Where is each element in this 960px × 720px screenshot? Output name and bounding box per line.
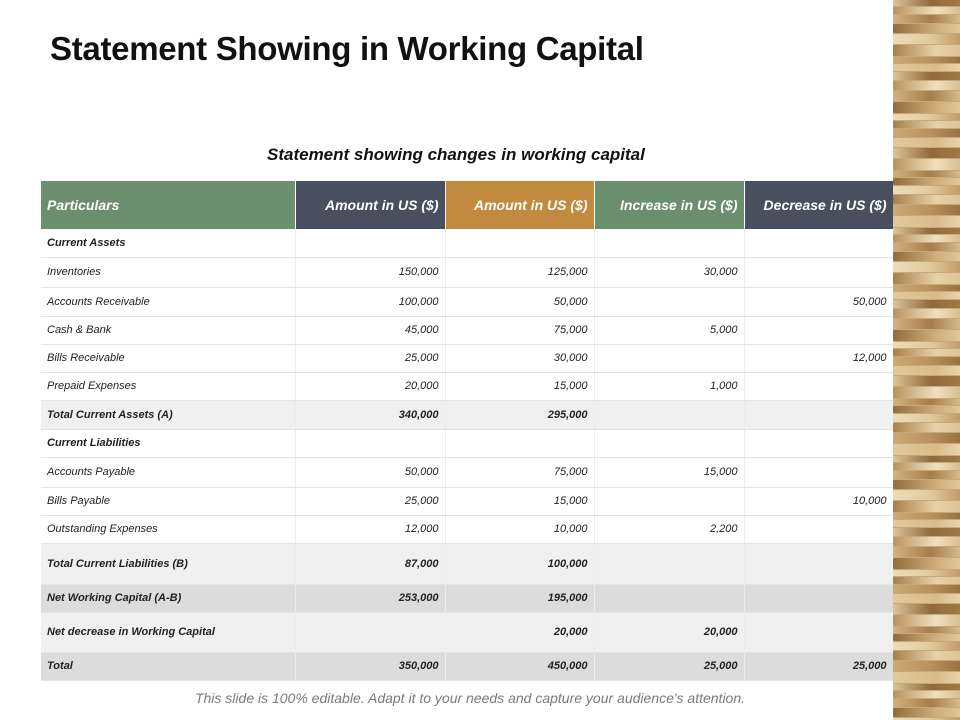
table-cell: 30,000 bbox=[445, 344, 594, 372]
table-cell: Inventories bbox=[41, 257, 295, 287]
table-cell: 50,000 bbox=[744, 287, 893, 316]
table-cell: 30,000 bbox=[594, 257, 744, 287]
table-row bbox=[41, 344, 893, 372]
table-cell bbox=[594, 229, 744, 257]
table-cell: 340,000 bbox=[295, 400, 445, 429]
table-cell bbox=[295, 612, 445, 652]
coin-edge bbox=[893, 205, 960, 215]
coin-edge bbox=[893, 708, 960, 717]
coin-edge bbox=[893, 406, 960, 413]
coin-edge bbox=[893, 661, 960, 671]
coin-edge bbox=[893, 121, 960, 128]
coin-edge bbox=[893, 490, 960, 500]
table-cell: 12,000 bbox=[295, 515, 445, 543]
coin-edge bbox=[893, 463, 960, 470]
table-cell: Bills Receivable bbox=[41, 344, 295, 372]
table-cell: 350,000 bbox=[295, 652, 445, 680]
table-cell bbox=[744, 316, 893, 344]
coin-edge bbox=[893, 34, 960, 44]
coin-edge bbox=[893, 651, 960, 660]
table-row-current-liabilities bbox=[41, 429, 893, 457]
table-cell bbox=[744, 372, 893, 400]
coin-edge bbox=[893, 114, 960, 120]
table-cell: 450,000 bbox=[445, 652, 594, 680]
table-cell bbox=[594, 543, 744, 584]
coin-edge bbox=[893, 366, 960, 375]
table-cell: 15,000 bbox=[445, 487, 594, 515]
coin-edge bbox=[893, 585, 960, 593]
coin-edge bbox=[893, 456, 960, 462]
coin-edge bbox=[893, 309, 960, 318]
coin-edge bbox=[893, 537, 960, 546]
coin-edge bbox=[893, 471, 960, 479]
coin-edge bbox=[893, 330, 960, 341]
table-cell: Outstanding Expenses bbox=[41, 515, 295, 543]
table-cell: Prepaid Expenses bbox=[41, 372, 295, 400]
table-cell: Net decrease in Working Capital bbox=[41, 612, 295, 652]
slide-title: Statement Showing in Working Capital bbox=[50, 30, 644, 67]
coin-edge bbox=[893, 547, 960, 557]
table-cell: 15,000 bbox=[445, 372, 594, 400]
coin-edge bbox=[893, 627, 960, 633]
table-row-total-current-assets bbox=[41, 400, 893, 429]
coin-edge bbox=[893, 480, 960, 489]
table-cell: 100,000 bbox=[445, 543, 594, 584]
table-cell bbox=[295, 429, 445, 457]
coin-edge bbox=[893, 24, 960, 33]
table-cell: 25,000 bbox=[295, 344, 445, 372]
table-cell bbox=[744, 257, 893, 287]
table-cell bbox=[594, 584, 744, 612]
coin-edge bbox=[893, 159, 960, 170]
table-cell: Current Liabilities bbox=[41, 429, 295, 457]
coin-edge bbox=[893, 528, 960, 536]
table-row-total bbox=[41, 652, 893, 680]
header-increase: Increase in US ($) bbox=[594, 181, 744, 229]
table-cell bbox=[744, 457, 893, 487]
footer-note: This slide is 100% editable. Adapt it to your needs and capture your audience's attention. bbox=[194, 690, 746, 706]
coin-edge bbox=[893, 171, 960, 177]
header-amount-2: Amount in US ($) bbox=[445, 181, 594, 229]
coin-edge bbox=[893, 399, 960, 405]
coin-edge bbox=[893, 594, 960, 603]
table-row-net-working-capital bbox=[41, 584, 893, 612]
coin-edge bbox=[893, 423, 960, 432]
table-cell: 87,000 bbox=[295, 543, 445, 584]
working-capital-table bbox=[41, 181, 894, 681]
table-cell bbox=[594, 287, 744, 316]
table-cell: 75,000 bbox=[445, 457, 594, 487]
table-cell: 25,000 bbox=[295, 487, 445, 515]
coin-edge bbox=[893, 57, 960, 63]
table-cell: 10,000 bbox=[445, 515, 594, 543]
table-cell: Total Current Liabilities (B) bbox=[41, 543, 295, 584]
coin-edge bbox=[893, 7, 960, 14]
table-cell: 295,000 bbox=[445, 400, 594, 429]
table-cell: 20,000 bbox=[295, 372, 445, 400]
coin-edge bbox=[893, 615, 960, 626]
coin-edge bbox=[893, 444, 960, 455]
table-cell: 2,200 bbox=[594, 515, 744, 543]
coin-edge bbox=[893, 81, 960, 90]
coin-edge bbox=[893, 570, 960, 576]
table-cell bbox=[295, 229, 445, 257]
coin-edge bbox=[893, 577, 960, 584]
table-row bbox=[41, 287, 893, 316]
table-cell: Bills Payable bbox=[41, 487, 295, 515]
table-cell: 15,000 bbox=[594, 457, 744, 487]
coin-edge bbox=[893, 672, 960, 683]
coin-edge bbox=[893, 376, 960, 386]
coin-edge bbox=[893, 357, 960, 365]
coin-edge bbox=[893, 64, 960, 71]
coin-edge bbox=[893, 262, 960, 272]
coin-edge bbox=[893, 252, 960, 261]
table-cell bbox=[594, 400, 744, 429]
coin-edge bbox=[893, 72, 960, 80]
table-cell bbox=[594, 429, 744, 457]
coin-edge bbox=[893, 501, 960, 512]
header-particulars: Particulars bbox=[41, 181, 295, 229]
coin-edge bbox=[893, 273, 960, 284]
table-row bbox=[41, 316, 893, 344]
table-cell: 150,000 bbox=[295, 257, 445, 287]
table-cell bbox=[744, 543, 893, 584]
coin-edge bbox=[893, 186, 960, 194]
table-cell bbox=[445, 429, 594, 457]
table-cell bbox=[744, 400, 893, 429]
table-cell bbox=[744, 429, 893, 457]
table-row bbox=[41, 372, 893, 400]
table-cell: Total Current Assets (A) bbox=[41, 400, 295, 429]
coin-edge bbox=[893, 45, 960, 56]
table-cell bbox=[744, 612, 893, 652]
coin-edge bbox=[893, 520, 960, 527]
coin-edge bbox=[893, 558, 960, 569]
table-cell: 25,000 bbox=[594, 652, 744, 680]
table-cell: 45,000 bbox=[295, 316, 445, 344]
table-cell: 10,000 bbox=[744, 487, 893, 515]
table-cell: 100,000 bbox=[295, 287, 445, 316]
table-row-net-decrease bbox=[41, 612, 893, 652]
coin-edge bbox=[893, 235, 960, 242]
coin-edge bbox=[893, 285, 960, 291]
coin-edge bbox=[893, 195, 960, 204]
table-cell: 20,000 bbox=[594, 612, 744, 652]
table-row bbox=[41, 515, 893, 543]
header-amount-1: Amount in US ($) bbox=[295, 181, 445, 229]
coin-edge bbox=[893, 642, 960, 650]
coin-edge bbox=[893, 15, 960, 23]
table-cell: 20,000 bbox=[445, 612, 594, 652]
coin-edge bbox=[893, 102, 960, 113]
table-cell: Current Assets bbox=[41, 229, 295, 257]
table-cell bbox=[744, 229, 893, 257]
table-cell: 125,000 bbox=[445, 257, 594, 287]
table-cell: Accounts Payable bbox=[41, 457, 295, 487]
table-cell bbox=[594, 344, 744, 372]
table-cell: 5,000 bbox=[594, 316, 744, 344]
coin-edge bbox=[893, 243, 960, 251]
coin-edge bbox=[893, 178, 960, 185]
coin-edge bbox=[893, 414, 960, 422]
coin-edge bbox=[893, 216, 960, 227]
table-row bbox=[41, 257, 893, 287]
table-cell: Total bbox=[41, 652, 295, 680]
coin-stack-image bbox=[893, 0, 960, 720]
table-cell bbox=[594, 487, 744, 515]
coin-edge bbox=[893, 634, 960, 641]
coin-edge bbox=[893, 387, 960, 398]
table-cell: 12,000 bbox=[744, 344, 893, 372]
table-cell: 1,000 bbox=[594, 372, 744, 400]
table-cell: 75,000 bbox=[445, 316, 594, 344]
coin-edge bbox=[893, 138, 960, 147]
table-cell bbox=[744, 584, 893, 612]
coin-edge bbox=[893, 349, 960, 356]
table-row-total-current-liabilities bbox=[41, 543, 893, 584]
coin-edge bbox=[893, 319, 960, 329]
table-cell: Net Working Capital (A-B) bbox=[41, 584, 295, 612]
table-cell bbox=[445, 229, 594, 257]
coin-edge bbox=[893, 228, 960, 234]
table-subtitle: Statement showing changes in working capital bbox=[267, 145, 645, 164]
header-decrease: Decrease in US ($) bbox=[744, 181, 893, 229]
coin-edge bbox=[893, 0, 960, 6]
coin-edge bbox=[893, 604, 960, 614]
table-row bbox=[41, 457, 893, 487]
table-cell: 50,000 bbox=[295, 457, 445, 487]
table-cell: 253,000 bbox=[295, 584, 445, 612]
table-row bbox=[41, 487, 893, 515]
coin-edge bbox=[893, 148, 960, 158]
table-cell: 195,000 bbox=[445, 584, 594, 612]
coin-edge bbox=[893, 129, 960, 137]
table-row-current-assets bbox=[41, 229, 893, 257]
table-cell: Accounts Receivable bbox=[41, 287, 295, 316]
header-row bbox=[41, 181, 893, 229]
table-cell: 25,000 bbox=[744, 652, 893, 680]
table-cell: 50,000 bbox=[445, 287, 594, 316]
table-cell: Cash & Bank bbox=[41, 316, 295, 344]
coin-edge bbox=[893, 292, 960, 299]
coin-edge bbox=[893, 300, 960, 308]
coin-edge bbox=[893, 433, 960, 443]
coin-edge bbox=[893, 342, 960, 348]
table-cell bbox=[744, 515, 893, 543]
coin-edge bbox=[893, 91, 960, 101]
coin-edge bbox=[893, 513, 960, 519]
